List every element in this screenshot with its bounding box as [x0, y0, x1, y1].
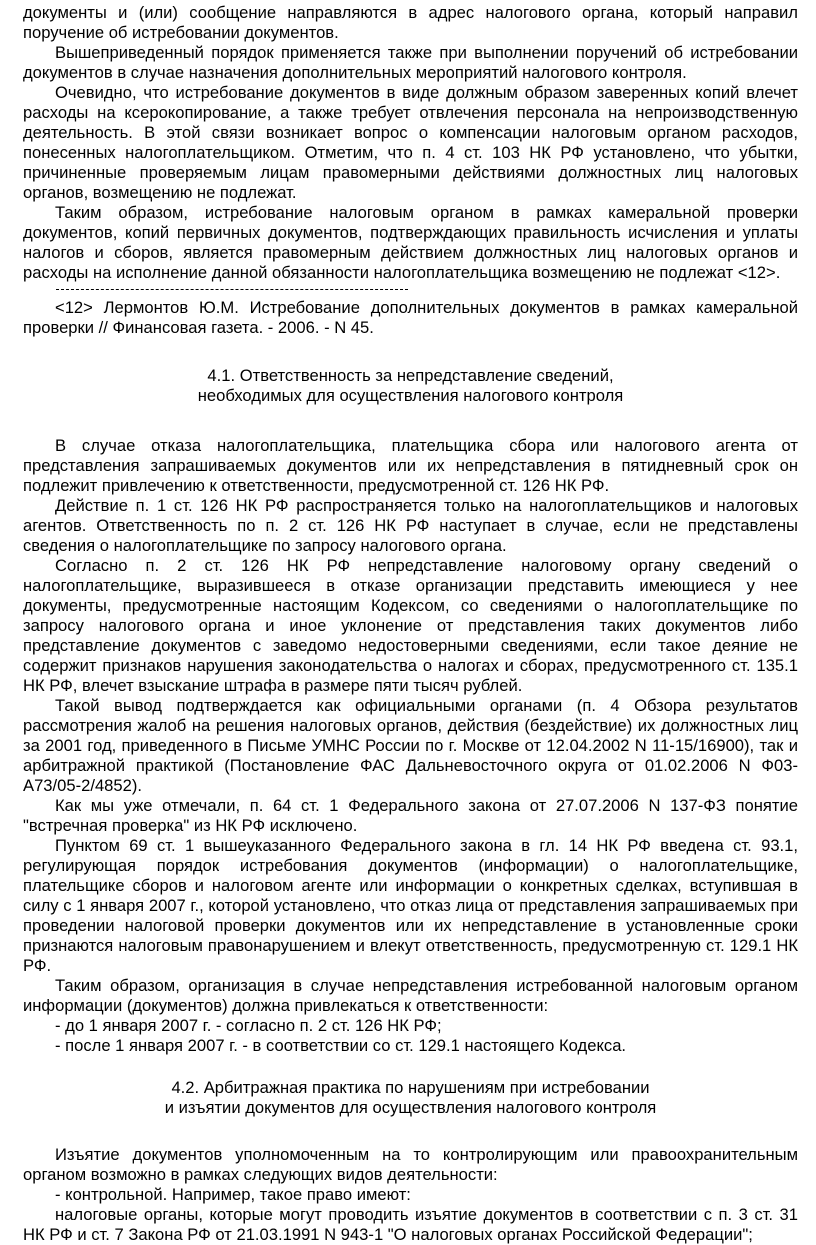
- section-title-line: 4.2. Арбитражная практика по нарушениям при истребовании: [171, 1078, 650, 1097]
- paragraph: В случае отказа налогоплательщика, плательщика сбора или налогового агента от представления запрашиваемых документов или их непредставления в пятидневный срок он подлежит привлечению к ответственности, предусмотренной ст. 126 НК РФ.: [23, 436, 798, 495]
- section-title-line: необходимых для осуществления налогового контроля: [197, 386, 624, 405]
- paragraph: Вышеприведенный порядок применяется также при выполнении поручений об истребовании документов в случае назначения дополнительных мероприятий налогового контроля.: [23, 43, 798, 82]
- paragraph: документы и (или) сообщение направляются в адрес налогового органа, который направил поручение об истребовании документов.: [23, 3, 798, 42]
- list-item: - после 1 января 2007 г. - в соответствии со ст. 129.1 настоящего Кодекса.: [55, 1036, 627, 1055]
- list-item: - контрольной. Например, такое право имеют:: [55, 1185, 411, 1204]
- paragraph: Такой вывод подтверждается как официальными органами (п. 4 Обзора результатов рассмотрения жалоб на решения налоговых органов, действия (бездействие) их должностных лиц за 2001 год, приведенного в Письме УМНС России по г. Москве от 12.04.2002 N 11-15/16900), так и арбитражной практикой (Постановление ФАС Дальневосточного округа от 01.02.2006 N Ф03- А73/05-2/4852).: [23, 696, 798, 795]
- section-heading: [23, 1078, 798, 1118]
- footnote-separator: [56, 289, 408, 290]
- paragraph: Действие п. 1 ст. 126 НК РФ распространяется только на налогоплательщиков и налоговых агентов. Ответственность по п. 2 ст. 126 НК РФ наступает в случае, если не представлены сведения о налогоплательщике по запросу налогового органа.: [23, 496, 798, 555]
- list-item: - до 1 января 2007 г. - согласно п. 2 ст. 126 НК РФ;: [55, 1016, 442, 1035]
- footnote: <12> Лермонтов Ю.М. Истребование дополнительных документов в рамках камеральной проверки // Финансовая газета. - 2006. - N 45.: [23, 298, 798, 337]
- section-title-line: 4.1. Ответственность за непредставление сведений,: [207, 366, 614, 385]
- section-title-line: и изъятии документов для осуществления налогового контроля: [164, 1098, 657, 1117]
- paragraph: Как мы уже отмечали, п. 64 ст. 1 Федерального закона от 27.07.2006 N 137-ФЗ понятие "встречная проверка" из НК РФ исключено.: [23, 796, 798, 835]
- paragraph: налоговые органы, которые могут проводить изъятие документов в соответствии с п. 3 ст. 31 НК РФ и ст. 7 Закона РФ от 21.03.1991 N 943-1 "О налоговых органах Российской Федерации";: [23, 1205, 798, 1244]
- document-page: [0, 3, 816, 1244]
- section-heading: [23, 366, 798, 406]
- paragraph: Пунктом 69 ст. 1 вышеуказанного Федерального закона в гл. 14 НК РФ введена ст. 93.1, регулирующая порядок истребования документов (информации) о налогоплательщике, плательщике сборов и налоговом агенте или информации о конкретных сделках, вступившая в силу с 1 января 2007 г., которой установлено, что отказ лица от представления запрашиваемых при проведении налоговой проверки документов или их непредставление в установленные сроки признаются налоговым правонарушением и влекут ответственность, предусмотренную ст. 129.1 НК РФ.: [23, 836, 798, 975]
- paragraph: Изъятие документов уполномоченным на то контролирующим или правоохранительным органом возможно в рамках следующих видов деятельности:: [23, 1145, 798, 1184]
- paragraph: Таким образом, истребование налоговым органом в рамках камеральной проверки документов, копий первичных документов, подтверждающих правильность исчисления и уплаты налогов и сборов, является правомерным действием должностных лиц налоговых органов и расходы на исполнение данной обязанности налогоплательщика возмещению не подлежат <12>.: [23, 203, 798, 282]
- paragraph: Очевидно, что истребование документов в виде должным образом заверенных копий влечет расходы на ксерокопирование, а также требует отвлечения персонала на непроизводственную деятельность. В этой связи возникает вопрос о компенсации налоговым органом расходов, понесенных налогоплательщиком. Отметим, что п. 4 ст. 103 НК РФ установлено, что убытки, причиненные проверяемым лицам правомерными действиями должностных лиц налоговых органов, возмещению не подлежат.: [23, 83, 798, 202]
- paragraph: Согласно п. 2 ст. 126 НК РФ непредставление налоговому органу сведений о налогоплательщике, выразившееся в отказе организации представить имеющиеся у нее документы, предусмотренные настоящим Кодексом, со сведениями о налогоплательщике по запросу налогового органа и иное уклонение от представления таких документов либо представление документов с заведомо недостоверными сведениями, если такое деяние не содержит признаков нарушения законодательства о налогах и сборах, предусмотренного ст. 135.1 НК РФ, влечет взыскание штрафа в размере пяти тысяч рублей.: [23, 556, 798, 695]
- paragraph: Таким образом, организация в случае непредставления истребованной налоговым органом информации (документов) должна привлекаться к ответственности:: [23, 976, 798, 1015]
